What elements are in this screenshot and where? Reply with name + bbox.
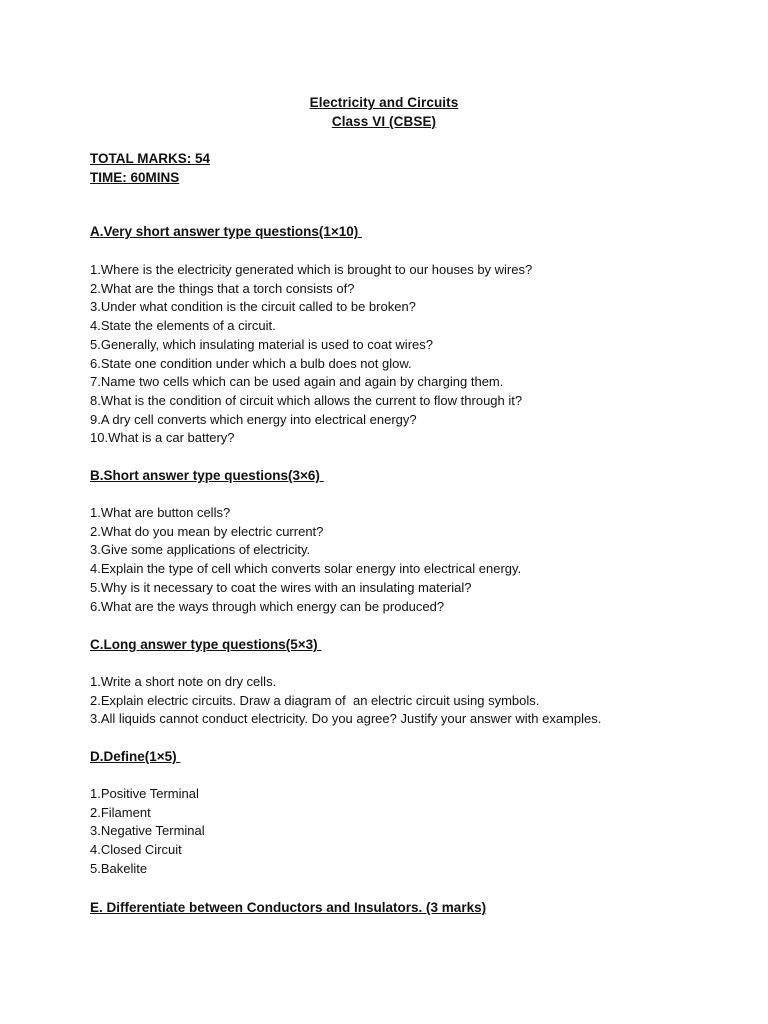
- question-item: 3.All liquids cannot conduct electricity. Do you agree? Justify your answer with examples.: [90, 711, 602, 727]
- section-b-heading: B.Short answer type questions(3×6): [90, 468, 324, 483]
- question-item: 5.Bakelite: [90, 860, 148, 876]
- question-item: 1.What are button cells?: [90, 505, 231, 520]
- question-item: 10.What is a car battery?: [90, 430, 235, 446]
- question-item: 4.State the elements of a circuit.: [90, 318, 276, 334]
- section-a-questions: [90, 261, 532, 448]
- question-item: 4.Closed Circuit: [90, 842, 182, 858]
- question-item: 9.A dry cell converts which energy into electrical energy?: [90, 411, 417, 427]
- question-item: 2.What are the things that a torch consists of?: [90, 280, 355, 296]
- question-item: 6.State one condition under which a bulb does not glow.: [90, 355, 412, 371]
- section-c-heading: C.Long answer type questions(5×3): [90, 637, 322, 652]
- question-item: 6.What are the ways through which energy can be produced?: [90, 598, 445, 614]
- section-b-questions: [90, 504, 521, 616]
- question-item: 3.Under what condition is the circuit called to be broken?: [90, 299, 416, 315]
- question-item: 4.Explain the type of cell which converts solar energy into electrical energy.: [90, 561, 522, 577]
- question-item: 7.Name two cells which can be used again and again by charging them.: [90, 374, 504, 390]
- total-marks: TOTAL MARKS: 54: [90, 151, 211, 166]
- question-item: 1.Write a short note on dry cells.: [90, 674, 277, 689]
- worksheet-class: Class VI (CBSE): [331, 114, 437, 129]
- section-e-heading: E. Differentiate between Conductors and Insulators. (3 marks): [90, 900, 487, 915]
- worksheet-title: Electricity and Circuits: [309, 95, 459, 110]
- question-item: 5.Why is it necessary to coat the wires with an insulating material?: [90, 579, 472, 595]
- question-item: 2.What do you mean by electric current?: [90, 523, 324, 539]
- question-item: 3.Give some applications of electricity.: [90, 542, 311, 558]
- section-a-heading: A.Very short answer type questions(1×10): [90, 224, 362, 239]
- question-item: 3.Negative Terminal: [90, 823, 205, 839]
- question-item: 1.Positive Terminal: [90, 786, 199, 801]
- exam-meta: [90, 150, 210, 187]
- section-d-heading: D.Define(1×5): [90, 749, 181, 764]
- question-item: 8.What is the condition of circuit which allows the current to flow through it?: [90, 392, 523, 408]
- question-item: 5.Generally, which insulating material is used to coat wires?: [90, 336, 433, 352]
- section-c-questions: [90, 673, 601, 729]
- section-d-questions: [90, 785, 205, 879]
- time-limit: TIME: 60MINS: [90, 169, 180, 185]
- question-item: 2.Explain electric circuits. Draw a diagram of an electric circuit using symbols.: [90, 692, 540, 708]
- question-item: 2.Filament: [90, 804, 151, 820]
- title-block: [0, 93, 768, 131]
- question-item: 1.Where is the electricity generated which is brought to our houses by wires?: [90, 262, 533, 277]
